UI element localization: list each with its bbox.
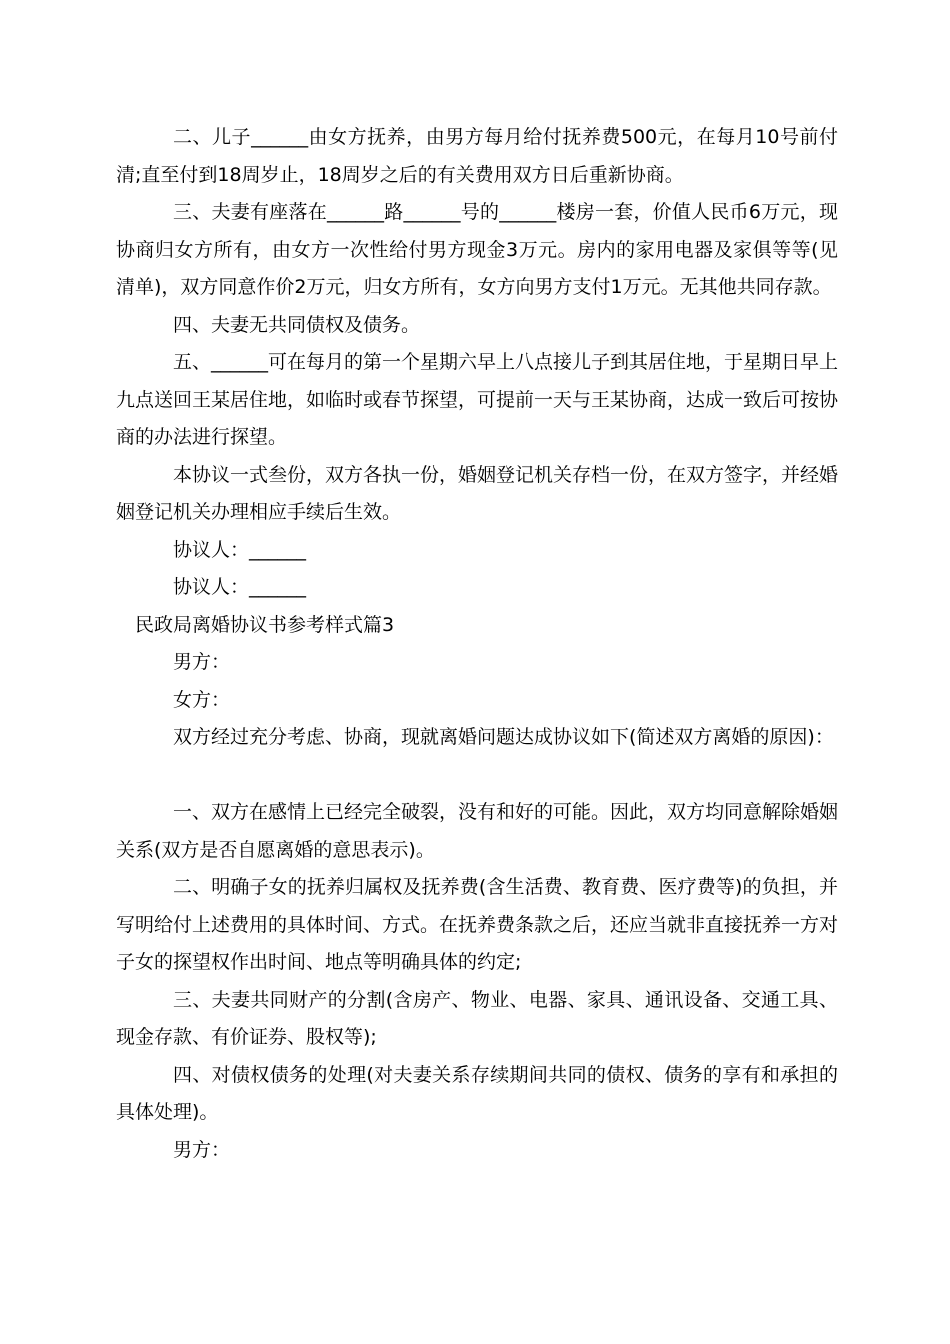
clause-four-debts: 四、夫妻无共同债权及债务。 (173, 313, 421, 336)
female-party-label: 女方： (173, 688, 231, 711)
signature-line-2: 协议人：______ (173, 576, 307, 598)
clause-three-property: 三、夫妻有座落在______路______号的______楼房一套，价值人民币6万元，现协商归女方所有，由女方一次性给付男方现金3万元。房内的家用电器及家俱等等(见清单)，双方同意作价2万元，归女方所有，女方向男方支付1万元。无其他共同存款。 (116, 201, 838, 298)
male-party-label: 男方： (173, 651, 231, 673)
document-page (116, 119, 838, 1169)
template-clause-four: 四、对债权债务的处理(对夫妻关系存续期间共同的债权、债务的享有和承担的具体处理)。 (116, 1063, 838, 1123)
male-party-label-end: 男方： (173, 1138, 231, 1161)
signature-line-1: 协议人：______ (173, 538, 307, 561)
agreement-effect-clause: 本协议一式叁份，双方各执一份，婚姻登记机关存档一份，在双方签字，并经婚姻登记机关办理相应手续后生效。 (116, 463, 839, 523)
clause-five-visitation: 五、______可在每月的第一个星期六早上八点接儿子到其居住地，于星期日早上九点送回王某居住地，如临时或春节探望，可提前一天与王某协商，达成一致后可按协商的办法进行探望。 (116, 351, 839, 448)
template-clause-two: 二、明确子女的抚养归属权及抚养费(含生活费、教育费、医疗费等)的负担，并写明给付上述费用的具体时间、方式。在抚养费条款之后，还应当就非直接抚养一方对子女的探望权作出时间、地点等明确具体的约定; (116, 876, 839, 973)
clause-two-custody: 二、儿子______由女方抚养，由男方每月给付抚养费500元，在每月10号前付清;直至付到18周岁止，18周岁之后的有关费用双方日后重新协商。 (116, 126, 838, 186)
section-title: 民政局离婚协议书参考样式篇3 (135, 613, 395, 636)
agreement-intro: 双方经过充分考虑、协商，现就离婚问题达成协议如下(简述双方离婚的原因)： (173, 726, 834, 748)
template-clause-one: 一、双方在感情上已经完全破裂，没有和好的可能。因此，双方均同意解除婚姻关系(双方是否自愿离婚的意思表示)。 (116, 801, 839, 861)
template-clause-three: 三、夫妻共同财产的分割(含房产、物业、电器、家具、通讯设备、交通工具、现金存款、有价证券、股权等); (116, 988, 838, 1048)
spacer (116, 757, 838, 795)
